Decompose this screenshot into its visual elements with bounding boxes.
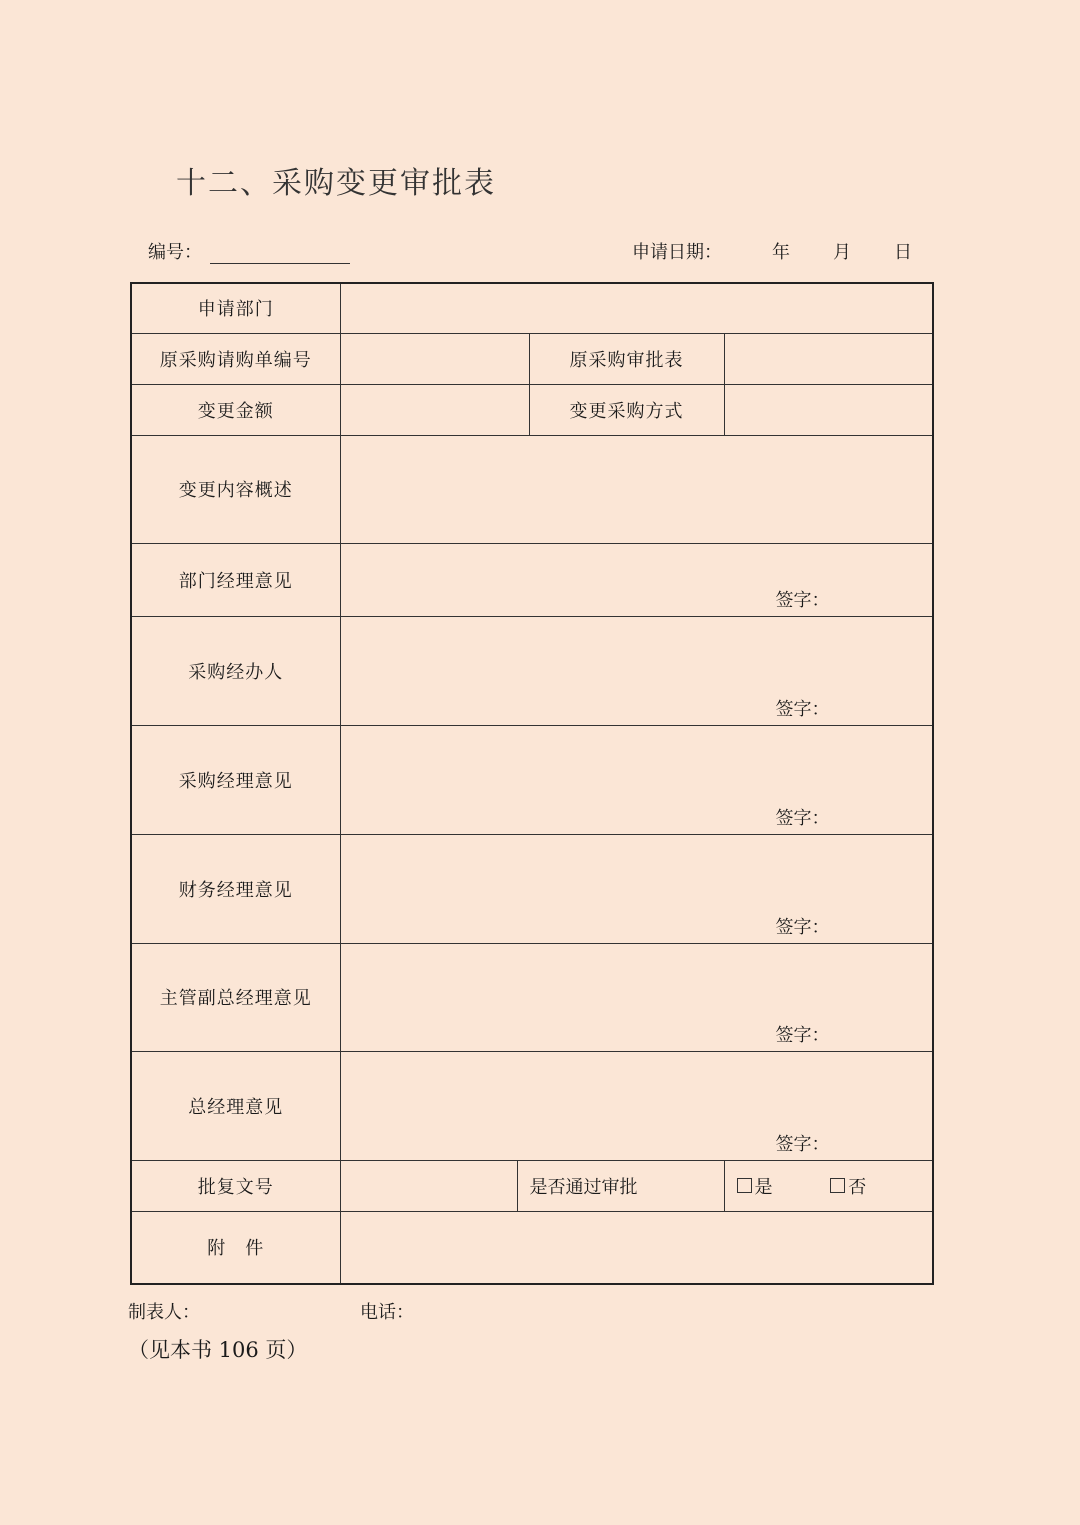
phone-label: 电话： xyxy=(360,1302,414,1323)
approval-options xyxy=(724,1160,933,1211)
dept-label: 申请部门 xyxy=(131,283,340,333)
signature-label: 签字： xyxy=(775,807,830,829)
orig-approval-label: 原采购审批表 xyxy=(529,333,724,384)
reply-doc-no-label: 批复文号 xyxy=(131,1160,340,1211)
date-label: 申请日期： xyxy=(632,242,722,263)
row-orig xyxy=(131,333,933,384)
purchaser-label: 采购经办人 xyxy=(131,616,340,725)
number-label: 编号： xyxy=(148,242,202,263)
gm-field[interactable] xyxy=(340,1051,933,1160)
purchase-manager-field[interactable] xyxy=(340,725,933,834)
row-purchaser xyxy=(131,616,933,725)
dept-manager-field[interactable] xyxy=(340,543,933,616)
orig-approval-field[interactable] xyxy=(724,333,933,384)
row-attachment xyxy=(131,1211,933,1284)
approval-form-table xyxy=(130,282,934,1285)
orig-request-no-field[interactable] xyxy=(340,333,529,384)
attachment-label: 附 件 xyxy=(131,1211,340,1284)
row-dept-manager xyxy=(131,543,933,616)
row-reply xyxy=(131,1160,933,1211)
signature-label: 签字： xyxy=(775,1024,830,1046)
change-method-field[interactable] xyxy=(724,384,933,435)
signature-label: 签字： xyxy=(775,698,830,720)
gm-label: 总经理意见 xyxy=(131,1051,340,1160)
reply-doc-no-field[interactable] xyxy=(340,1160,517,1211)
purchaser-field[interactable] xyxy=(340,616,933,725)
change-summary-field[interactable] xyxy=(340,435,933,543)
row-finance-manager xyxy=(131,834,933,943)
signature-label: 签字： xyxy=(775,589,830,611)
attachment-field[interactable] xyxy=(340,1211,933,1284)
row-change xyxy=(131,384,933,435)
day-label: 日 xyxy=(894,242,912,263)
page-reference-note: （见本书 106 页） xyxy=(128,1338,308,1362)
vice-gm-label: 主管副总经理意见 xyxy=(131,943,340,1051)
change-amount-label: 变更金额 xyxy=(131,384,340,435)
row-vice-gm xyxy=(131,943,933,1051)
row-dept xyxy=(131,283,933,333)
dept-field[interactable] xyxy=(340,283,933,333)
change-summary-label: 变更内容概述 xyxy=(131,435,340,543)
signature-label: 签字： xyxy=(775,916,830,938)
page-title: 十二、采购变更审批表 xyxy=(176,166,496,201)
no-label: 否 xyxy=(848,1176,867,1198)
month-label: 月 xyxy=(833,242,851,263)
form-number xyxy=(148,238,350,264)
row-purchase-manager xyxy=(131,725,933,834)
no-checkbox[interactable] xyxy=(830,1173,866,1199)
yes-label: 是 xyxy=(754,1176,773,1198)
row-summary xyxy=(131,435,933,543)
checkbox-square-icon xyxy=(737,1178,752,1193)
number-field[interactable] xyxy=(210,241,350,264)
row-gm xyxy=(131,1051,933,1160)
change-method-label: 变更采购方式 xyxy=(529,384,724,435)
purchase-manager-label: 采购经理意见 xyxy=(131,725,340,834)
checkbox-square-icon xyxy=(830,1178,845,1193)
orig-request-no-label: 原采购请购单编号 xyxy=(131,333,340,384)
finance-manager-field[interactable] xyxy=(340,834,933,943)
year-label: 年 xyxy=(772,242,790,263)
signature-label: 签字： xyxy=(775,1133,830,1155)
maker-label: 制表人： xyxy=(128,1302,200,1323)
yes-checkbox[interactable] xyxy=(737,1173,773,1199)
application-date xyxy=(632,238,912,264)
approved-question-label: 是否通过审批 xyxy=(517,1160,724,1211)
dept-manager-label: 部门经理意见 xyxy=(131,543,340,616)
change-amount-field[interactable] xyxy=(340,384,529,435)
vice-gm-field[interactable] xyxy=(340,943,933,1051)
finance-manager-label: 财务经理意见 xyxy=(131,834,340,943)
